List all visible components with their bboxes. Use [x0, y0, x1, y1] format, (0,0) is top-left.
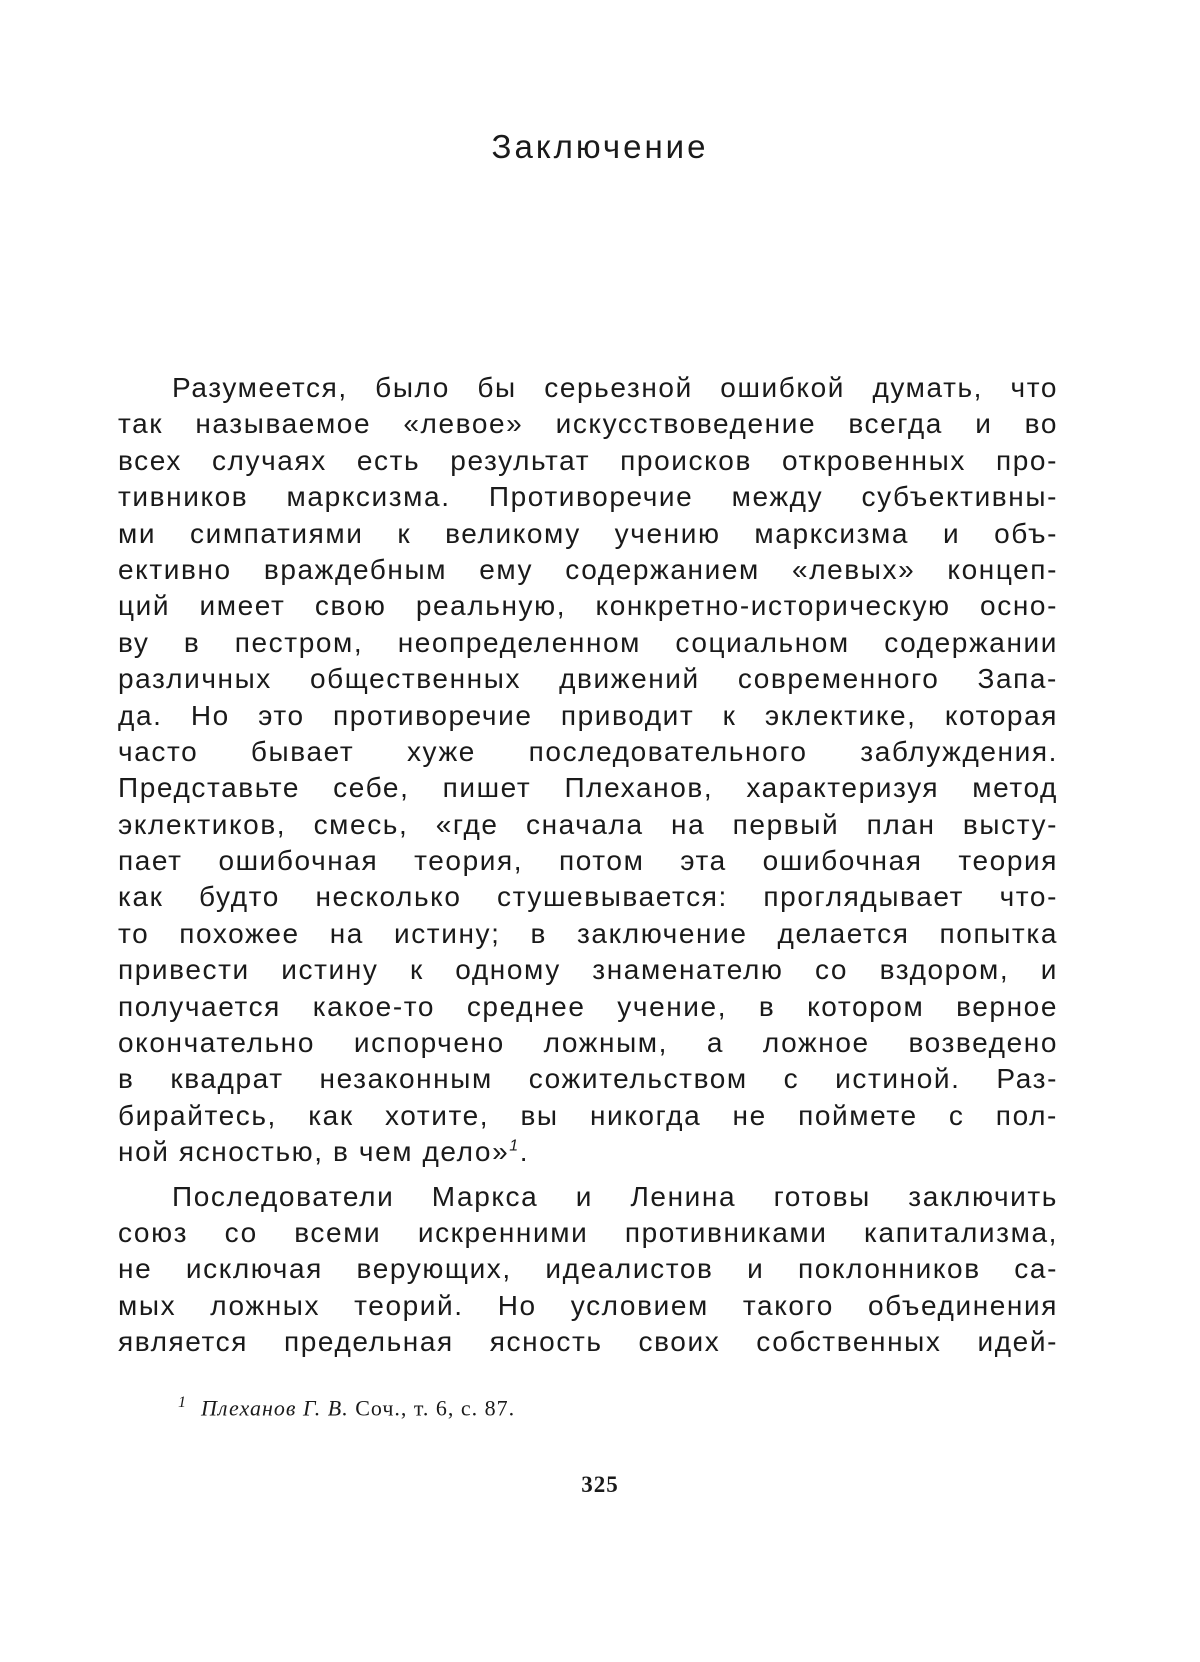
- paragraph-gap: [118, 1171, 1058, 1179]
- text-line: Последователи Маркса и Ленина готовы заключить: [172, 1180, 1058, 1212]
- text-line: получается какое-то среднее учение, в котором верное: [118, 990, 1058, 1022]
- text-line: Представьте себе, пишет Плеханов, характеризуя метод: [118, 772, 1058, 804]
- sentence-end: .: [519, 1136, 530, 1168]
- footnote: [178, 1394, 515, 1421]
- text-line: не исключая верующих, идеалистов и поклонников са-: [118, 1253, 1058, 1285]
- text-line: как будто несколько стушевывается: проглядывает что-: [118, 881, 1058, 913]
- text-line: часто бывает хуже последовательного заблуждения.: [118, 735, 1058, 767]
- text-line: ву в пестром, неопределенном социальном содержании: [118, 626, 1058, 658]
- text-line: союз со всеми искренними противниками капитализма,: [118, 1216, 1058, 1248]
- text-line: ми симпатиями к великому учению марксизма и объ-: [118, 517, 1058, 549]
- text-line: различных общественных движений современного Запа-: [118, 663, 1058, 695]
- footnote-reference: 1: [509, 1137, 520, 1155]
- text-line: в квадрат незаконным сожительством с истиной. Раз-: [118, 1063, 1058, 1095]
- body-text: [118, 370, 1058, 1361]
- footnote-source: Соч., т. 6, с. 87.: [355, 1395, 516, 1421]
- text-line: то похожее на истину; в заключение делается попытка: [118, 917, 1058, 949]
- text-line: эклектиков, смесь, «где сначала на первый план высту-: [118, 808, 1058, 840]
- text-line: является предельная ясность своих собственных идей-: [118, 1326, 1058, 1358]
- footnote-number: 1: [178, 1394, 187, 1411]
- text-line: тивников марксизма. Противоречие между субъективны-: [118, 481, 1058, 513]
- text-line: привести истину к одному знаменателю со вздором, и: [118, 954, 1058, 986]
- text-line: ций имеет свою реальную, конкретно-историческую осно-: [118, 590, 1058, 622]
- chapter-title: Заключение: [491, 128, 709, 165]
- text-line: окончательно испорчено ложным, а ложное возведено: [118, 1027, 1058, 1059]
- text-line: так называемое «левое» искусствоведение всегда и во: [118, 408, 1058, 440]
- text-line: бирайтесь, как хотите, вы никогда не поймете с пол-: [118, 1099, 1058, 1131]
- text-line: всех случаях есть результат происков откровенных про-: [118, 444, 1058, 476]
- text-line: ективно враждебным ему содержанием «левых» концеп-: [118, 553, 1058, 585]
- text-line: Разумеется, было бы серьезной ошибкой думать, что: [172, 372, 1058, 403]
- text-line: пает ошибочная теория, потом эта ошибочная теория: [118, 845, 1058, 877]
- text-line-content: ной ясностью, в чем дело»: [118, 1136, 510, 1168]
- text-line: [118, 1134, 1058, 1170]
- text-line: да. Но это противоречие приводит к эклектике, которая: [118, 699, 1058, 731]
- page-number: 325: [581, 1472, 619, 1497]
- footnote-author: Плеханов Г. В.: [201, 1395, 349, 1421]
- text-line: мых ложных теорий. Но условием такого объединения: [118, 1289, 1058, 1321]
